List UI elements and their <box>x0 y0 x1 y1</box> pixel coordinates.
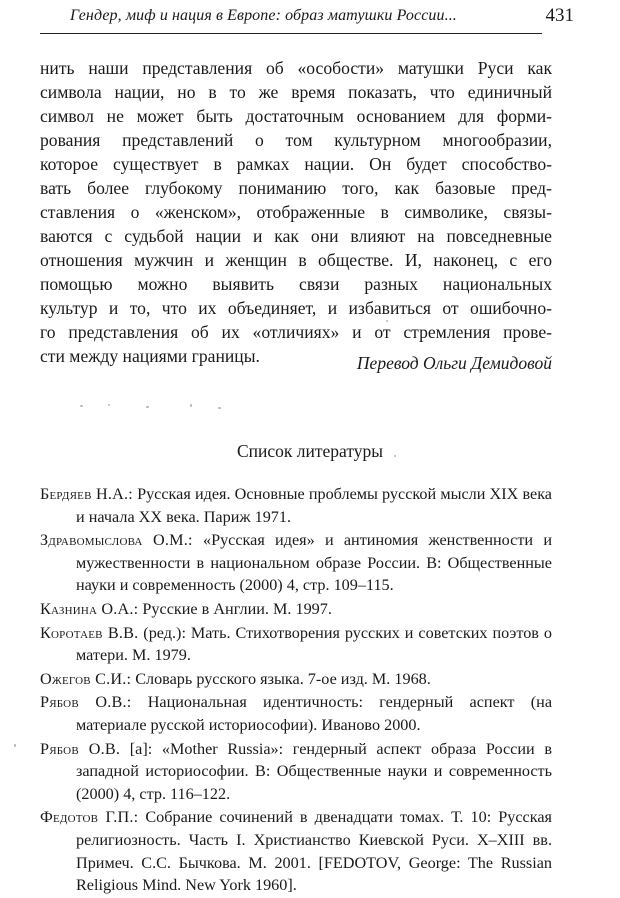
bibliography-entry <box>40 483 552 528</box>
entry-text: [а]: «Mother Russia»: гендерный аспект образа России в западной историософии. В: Общественные науки и современность (2000) 4, стр. 116–122. <box>76 739 553 803</box>
entry-author: Рябов О.В.: <box>40 693 132 712</box>
scan-speck <box>190 404 192 407</box>
body-paragraph <box>40 56 552 368</box>
body-line: символ не может быть достаточным основанием для форми- <box>40 106 552 126</box>
running-head <box>40 5 574 30</box>
body-line: ставления о «женском», отображенные в символике, связы- <box>40 202 552 222</box>
body-line: которое существует в рамках нации. Он будет способство- <box>40 154 552 174</box>
body-line: нить наши представления об «особости» матушки Руси как <box>40 58 552 78</box>
entry-author: Здравомыслова О.М.: <box>40 531 193 550</box>
body-line: культур и то, что их объединяет, и избавиться от ошибочно- <box>40 298 552 318</box>
bibliography-entry <box>40 806 552 896</box>
scan-speck <box>394 455 396 457</box>
body-line: помощью можно выявить связи разных национальных <box>40 274 552 294</box>
scan-speck <box>108 404 110 406</box>
bibliography-entry <box>40 691 552 736</box>
entry-text: Словарь русского языка. 7-ое изд. М. 1968. <box>131 669 431 688</box>
scan-speck <box>218 407 221 409</box>
body-line: сти между нациями границы. <box>40 346 260 366</box>
scan-speck <box>146 406 149 408</box>
entry-text: Русские в Англии. М. 1997. <box>138 599 332 618</box>
bibliography-entry <box>40 529 552 597</box>
bibliography-entry <box>40 598 552 621</box>
bibliography-title: Список литературы <box>236 441 384 461</box>
body-line: символа нации, но в то же время показать, что единичный <box>40 82 552 102</box>
scan-speck <box>14 744 16 747</box>
entry-author: Коротаев В.В. <box>40 623 139 642</box>
translator-credit: Перевод Ольги Демидовой <box>356 353 552 373</box>
body-line: отношения мужчин и женщин в обществе. И, наконец, с его <box>40 250 552 270</box>
scan-speck <box>386 320 388 322</box>
entry-author: Казнина О.А.: <box>40 599 139 618</box>
header-rule <box>40 33 542 34</box>
entry-author: Ожегов С.И.: <box>40 669 132 688</box>
entry-text: «Русская идея» и антиномия женственности и мужественности в национальном образе России. В: Общественные науки и современность (2000) 4, стр. 109–115. <box>76 531 552 595</box>
scan-speck <box>80 405 83 407</box>
page-number: 431 <box>545 5 574 26</box>
entry-text: Собрание сочинений в двенадцати томах. Т. 10: Русская религиозность. Часть I. Христианство Киевской Руси. X–XIII вв. Примеч. С.С. Бычкова. М. 2001. [FEDOTOV, George: The Russian Religious Mind. New York 1960]. <box>76 808 552 895</box>
bibliography-entry <box>40 622 552 667</box>
entry-text: Русская идея. Основные проблемы русской мысли XIX века и начала XX века. Париж 1971. <box>76 485 552 526</box>
body-line: ваются с судьбой нации и как они влияют на повседневные <box>40 226 552 246</box>
body-line: вать более глубокому пониманию того, как базовые пред- <box>40 178 552 198</box>
entry-text: Национальная идентичность: гендерный аспект (на материале русской историософии). Иваново 2000. <box>76 693 553 734</box>
bibliography-entry <box>40 668 552 691</box>
entry-author: Федотов Г.П.: <box>40 808 139 827</box>
entry-author: Рябов О.В. <box>40 739 121 758</box>
body-line: рования представлений о том культурном многообразии, <box>40 130 552 150</box>
bibliography-list <box>40 483 552 898</box>
entry-author: Бердяев Н.А.: <box>40 485 133 503</box>
body-line: го представления об их «отличиях» и от стремления прове- <box>40 322 552 342</box>
running-title: Гендер, миф и нация в Европе: образ матушки России... <box>70 7 457 24</box>
bibliography-entry <box>40 738 552 806</box>
entry-text: (ред.): Мать. Стихотворения русских и советских поэтов о матери. М. 1979. <box>76 623 552 665</box>
